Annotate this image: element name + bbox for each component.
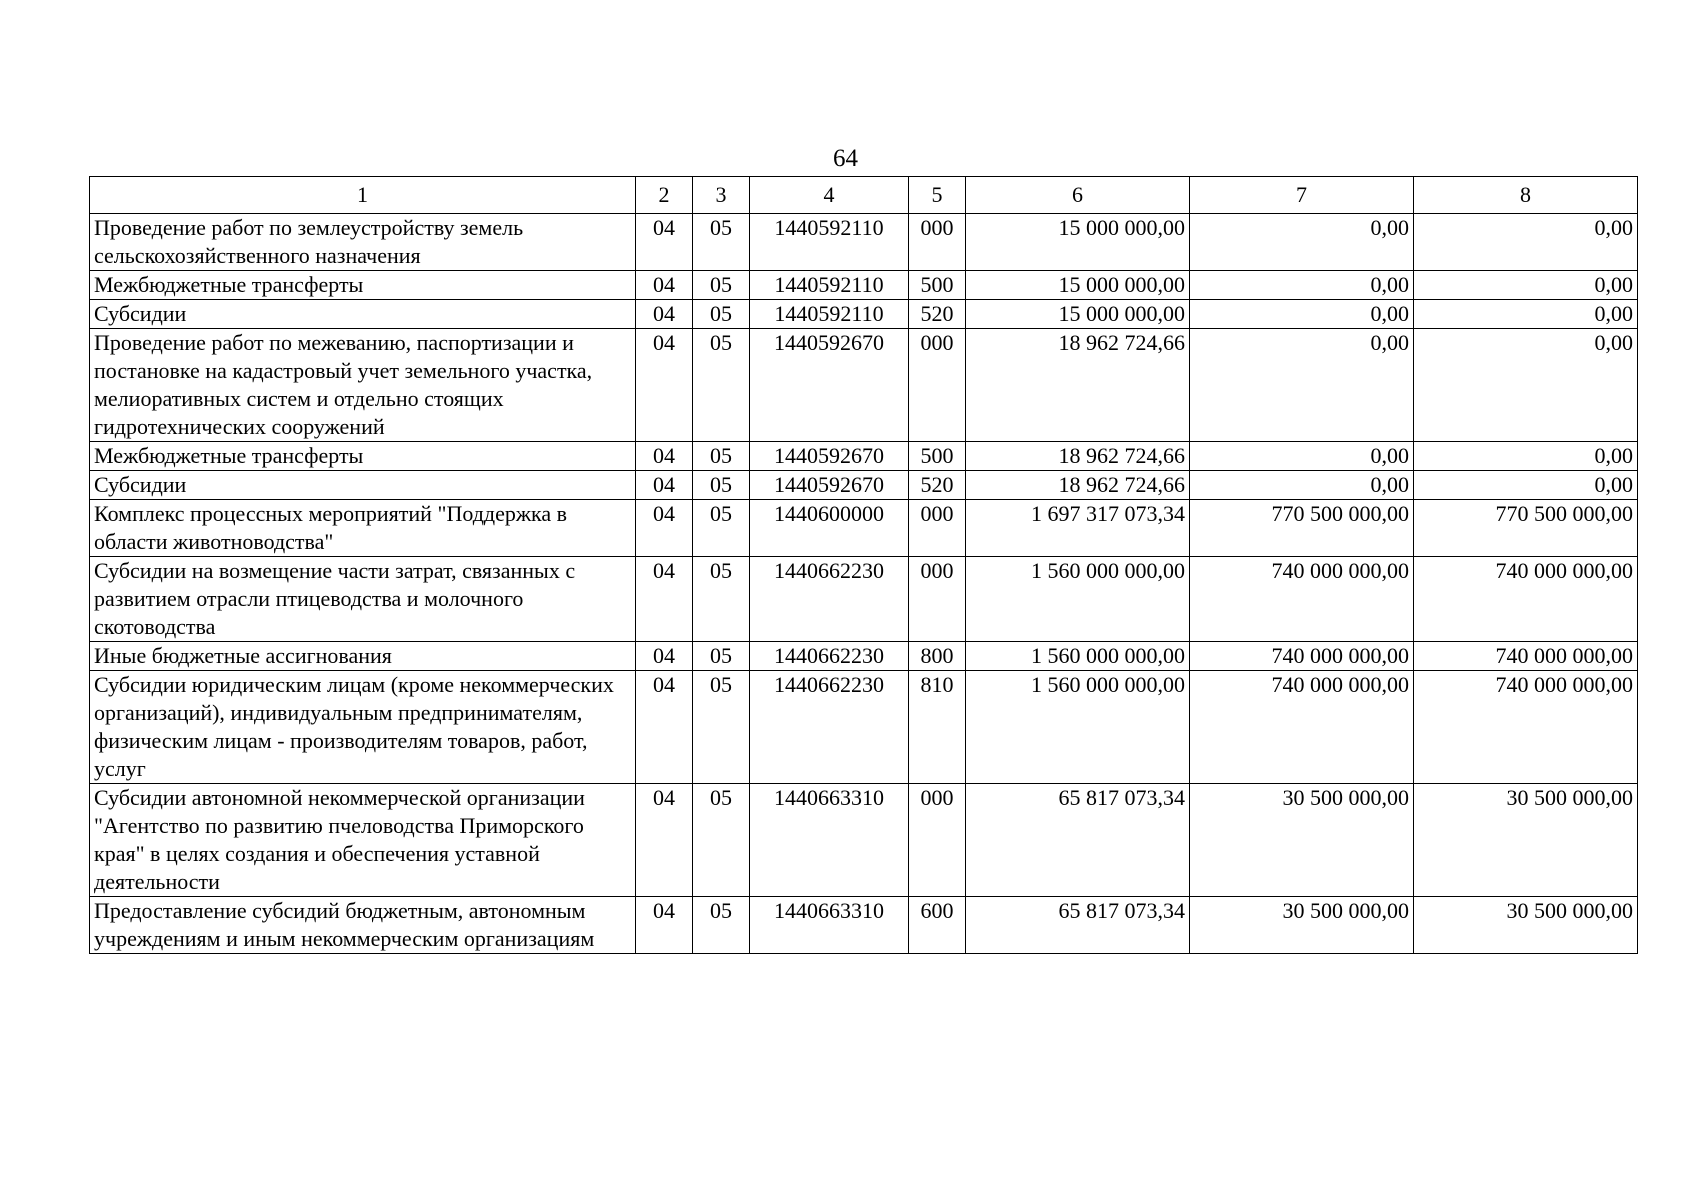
section-code: 04 [636,471,693,500]
row-name: Субсидии [90,471,636,500]
subsection-code: 05 [693,784,750,897]
target-article-code: 1440662230 [750,557,909,642]
amount-col-8: 740 000 000,00 [1414,671,1638,784]
expense-type-code: 000 [909,557,966,642]
amount-col-6: 15 000 000,00 [966,214,1190,271]
amount-col-8: 770 500 000,00 [1414,500,1638,557]
subsection-code: 05 [693,471,750,500]
section-code: 04 [636,300,693,329]
expense-type-code: 500 [909,442,966,471]
section-code: 04 [636,329,693,442]
row-name: Межбюджетные трансферты [90,271,636,300]
header-cell: 4 [750,177,909,214]
amount-col-6: 1 560 000 000,00 [966,642,1190,671]
amount-col-8: 0,00 [1414,471,1638,500]
target-article-code: 1440663310 [750,784,909,897]
row-name: Иные бюджетные ассигнования [90,642,636,671]
table-row [90,442,1638,471]
section-code: 04 [636,897,693,954]
subsection-code: 05 [693,214,750,271]
table-row [90,300,1638,329]
target-article-code: 1440662230 [750,642,909,671]
amount-col-6: 18 962 724,66 [966,329,1190,442]
expense-type-code: 000 [909,500,966,557]
amount-col-8: 740 000 000,00 [1414,557,1638,642]
budget-table [89,176,1638,954]
target-article-code: 1440592670 [750,471,909,500]
target-article-code: 1440592670 [750,329,909,442]
amount-col-8: 0,00 [1414,300,1638,329]
section-code: 04 [636,784,693,897]
amount-col-6: 1 560 000 000,00 [966,671,1190,784]
section-code: 04 [636,557,693,642]
section-code: 04 [636,500,693,557]
amount-col-6: 18 962 724,66 [966,471,1190,500]
section-code: 04 [636,671,693,784]
amount-col-7: 0,00 [1190,271,1414,300]
amount-col-6: 18 962 724,66 [966,442,1190,471]
expense-type-code: 500 [909,271,966,300]
target-article-code: 1440663310 [750,897,909,954]
target-article-code: 1440600000 [750,500,909,557]
row-name: Субсидии на возмещение части затрат, связанных с развитием отрасли птицеводства и молочного скотоводства [90,557,636,642]
target-article-code: 1440592110 [750,214,909,271]
table-row [90,329,1638,442]
subsection-code: 05 [693,300,750,329]
amount-col-7: 0,00 [1190,442,1414,471]
header-cell: 2 [636,177,693,214]
amount-col-8: 0,00 [1414,271,1638,300]
amount-col-8: 30 500 000,00 [1414,897,1638,954]
subsection-code: 05 [693,329,750,442]
amount-col-6: 65 817 073,34 [966,897,1190,954]
row-name: Субсидии [90,300,636,329]
amount-col-7: 0,00 [1190,329,1414,442]
expense-type-code: 520 [909,471,966,500]
expense-type-code: 800 [909,642,966,671]
table-row [90,784,1638,897]
subsection-code: 05 [693,897,750,954]
row-name: Предоставление субсидий бюджетным, автономным учреждениям и иным некоммерческим организациям [90,897,636,954]
row-name: Проведение работ по межеванию, паспортизации и постановке на кадастровый учет земельного участка, мелиоративных систем и отдельно стоящих гидротехнических сооружений [90,329,636,442]
amount-col-8: 0,00 [1414,214,1638,271]
amount-col-6: 15 000 000,00 [966,300,1190,329]
table-row [90,271,1638,300]
row-name: Комплекс процессных мероприятий "Поддержка в области животноводства" [90,500,636,557]
expense-type-code: 810 [909,671,966,784]
row-name: Субсидии автономной некоммерческой организации "Агентство по развитию пчеловодства Приморского края" в целях создания и обеспечения уставной деятельности [90,784,636,897]
amount-col-7: 30 500 000,00 [1190,784,1414,897]
amount-col-7: 770 500 000,00 [1190,500,1414,557]
amount-col-7: 0,00 [1190,300,1414,329]
amount-col-8: 0,00 [1414,442,1638,471]
amount-col-7: 0,00 [1190,214,1414,271]
expense-type-code: 000 [909,329,966,442]
row-name: Субсидии юридическим лицам (кроме некоммерческих организаций), индивидуальным предпринимателям, физическим лицам - производителям товаров, работ, услуг [90,671,636,784]
section-code: 04 [636,442,693,471]
amount-col-7: 30 500 000,00 [1190,897,1414,954]
page-number: 64 [833,145,858,172]
table-row [90,214,1638,271]
section-code: 04 [636,271,693,300]
target-article-code: 1440592110 [750,271,909,300]
amount-col-6: 65 817 073,34 [966,784,1190,897]
subsection-code: 05 [693,500,750,557]
target-article-code: 1440592670 [750,442,909,471]
header-cell: 8 [1414,177,1638,214]
target-article-code: 1440662230 [750,671,909,784]
header-cell: 6 [966,177,1190,214]
subsection-code: 05 [693,557,750,642]
table-row [90,897,1638,954]
table-row [90,500,1638,557]
subsection-code: 05 [693,671,750,784]
subsection-code: 05 [693,442,750,471]
table-row [90,471,1638,500]
amount-col-7: 740 000 000,00 [1190,642,1414,671]
section-code: 04 [636,214,693,271]
expense-type-code: 600 [909,897,966,954]
subsection-code: 05 [693,642,750,671]
amount-col-8: 0,00 [1414,329,1638,442]
expense-type-code: 000 [909,214,966,271]
amount-col-7: 740 000 000,00 [1190,557,1414,642]
section-code: 04 [636,642,693,671]
header-cell: 7 [1190,177,1414,214]
table-row [90,671,1638,784]
amount-col-7: 740 000 000,00 [1190,671,1414,784]
amount-col-8: 740 000 000,00 [1414,642,1638,671]
row-name: Проведение работ по землеустройству земель сельскохозяйственного назначения [90,214,636,271]
table-row [90,642,1638,671]
amount-col-7: 0,00 [1190,471,1414,500]
header-cell: 5 [909,177,966,214]
amount-col-6: 15 000 000,00 [966,271,1190,300]
subsection-code: 05 [693,271,750,300]
amount-col-8: 30 500 000,00 [1414,784,1638,897]
header-row [90,177,1638,214]
header-cell: 1 [90,177,636,214]
header-cell: 3 [693,177,750,214]
table-row [90,557,1638,642]
amount-col-6: 1 697 317 073,34 [966,500,1190,557]
expense-type-code: 520 [909,300,966,329]
amount-col-6: 1 560 000 000,00 [966,557,1190,642]
expense-type-code: 000 [909,784,966,897]
target-article-code: 1440592110 [750,300,909,329]
row-name: Межбюджетные трансферты [90,442,636,471]
